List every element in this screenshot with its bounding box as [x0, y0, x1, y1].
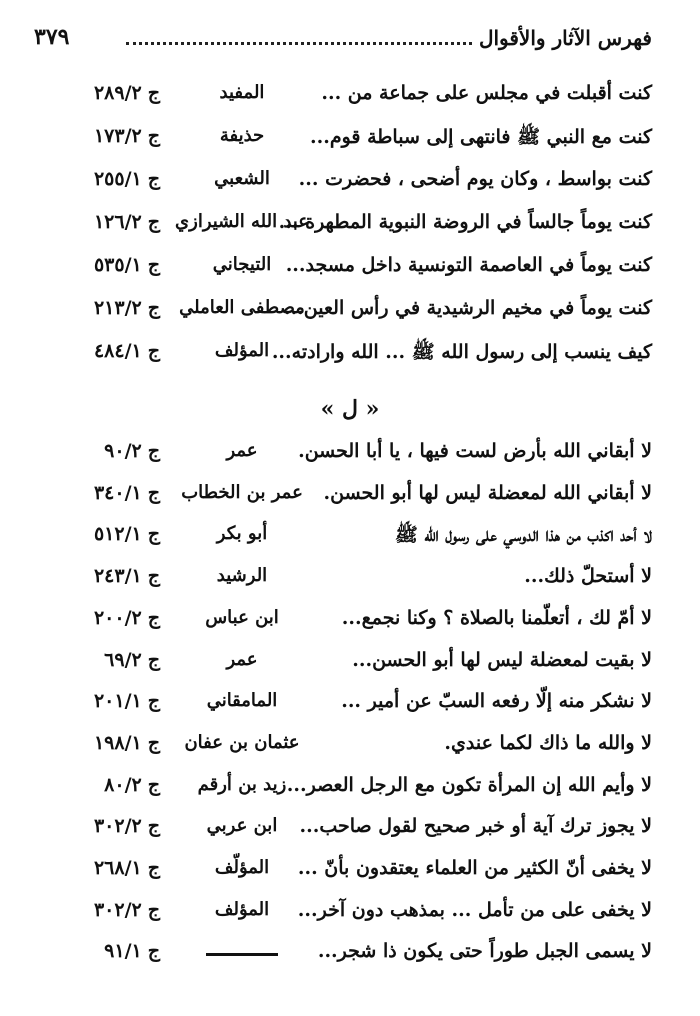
page-reference: ٢٦٨/١ — [93, 857, 142, 879]
entry-reference — [48, 523, 160, 545]
entry-reference — [48, 690, 160, 712]
entry-author: عمر — [226, 440, 258, 461]
entry-text: لا أبقاني الله بأرض لست فيها ، يا أبا الحسن. — [298, 440, 652, 462]
entry-text: كنت يوماً في مخيم الرشيدية في رأس العين... — [283, 297, 652, 319]
entry-reference — [48, 125, 160, 147]
entry-author: الشعبي — [214, 168, 270, 189]
entry-reference — [48, 211, 160, 233]
page-reference: ٥١٢/١ — [93, 523, 142, 546]
entry-reference — [48, 607, 160, 629]
entry-reference — [48, 340, 160, 362]
entry-text: لا نشكر منه إلّا رفعه السبّ عن أمير ... — [341, 690, 652, 713]
volume-marker: ج — [147, 690, 160, 713]
entry-author: المؤلف — [214, 340, 270, 361]
entry-text: لا يسمى الجبل طوراً حتى يكون ذا شجر... — [317, 940, 652, 963]
index-entry — [0, 895, 700, 935]
page-reference: ٢٤٣/١ — [93, 565, 142, 588]
page-reference: ٢٠١/١ — [93, 690, 142, 713]
page-reference: ٥٣٥/١ — [93, 254, 142, 276]
entry-text: لا أبقاني الله لمعضلة ليس لها أبو الحسن. — [323, 481, 652, 504]
entry-author: عبد الله الشيرازي — [175, 211, 309, 232]
volume-marker: ج — [147, 168, 160, 190]
entry-text: كنت أقبلت في مجلس على جماعة من ... — [321, 82, 652, 104]
entry-author: عمر بن الخطاب — [181, 481, 303, 503]
volume-marker: ج — [147, 340, 160, 362]
index-entry — [0, 561, 700, 601]
entry-text: لا يجوز ترك آية أو خبر صحيح لقول صاحب... — [299, 815, 652, 838]
entry-text: كنت مع النبي ﷺ فانتهى إلى سباطة قوم... — [310, 126, 652, 148]
entry-author — [162, 940, 322, 961]
entry-reference — [48, 297, 160, 319]
dot-leader — [126, 42, 472, 45]
page-reference: ٩١/١ — [104, 940, 142, 963]
index-entry — [0, 478, 700, 518]
volume-marker: ج — [147, 606, 160, 629]
index-entry — [0, 78, 700, 118]
volume-marker: ج — [147, 857, 160, 879]
entry-text: لا يخفى على من تأمل ... بمذهب دون آخر... — [297, 898, 652, 921]
page-reference: ٨٠/٢ — [104, 773, 142, 796]
entry-text: لا أحد اكذب من هذا الدوسي على رسول الله ﷺ — [394, 524, 652, 547]
entry-author: التيجاني — [212, 254, 272, 275]
index-entry — [0, 519, 700, 559]
entry-author: عثمان بن عفان — [184, 731, 300, 753]
volume-marker: ج — [147, 898, 160, 921]
entry-text: لا أمّ لك ، أتعلّمنا بالصلاة ؟ وكنا نجمع... — [341, 606, 652, 629]
page-reference: ٢٨٩/٢ — [93, 82, 142, 104]
entry-text: كنت يوماً جالساً في الروضة النبوية المطهرة ... — [278, 211, 652, 233]
index-entry — [0, 728, 700, 768]
section-heading: « ل » — [320, 396, 380, 422]
author-dash — [206, 953, 278, 956]
page-number: ٣٧٩ — [34, 24, 70, 50]
volume-marker: ج — [147, 297, 160, 319]
page-reference: ٣٠٢/٢ — [93, 898, 142, 921]
index-entry — [0, 645, 700, 685]
volume-marker: ج — [147, 125, 160, 147]
index-entry — [0, 770, 700, 810]
entry-text: لا بقيت لمعضلة ليس لها أبو الحسن... — [352, 648, 652, 671]
index-entry — [0, 336, 700, 376]
entry-reference — [48, 815, 160, 837]
entry-text: لا والله ما ذاك لكما عندي. — [444, 731, 652, 754]
volume-marker: ج — [147, 440, 160, 462]
volume-marker: ج — [147, 254, 160, 276]
entry-text: لا يخفى أنّ الكثير من العلماء يعتقدون بأنّ ... — [297, 857, 652, 879]
volume-marker: ج — [147, 648, 160, 671]
page-reference: ١٢٦/٢ — [93, 211, 142, 233]
entry-author: أبو بكر — [216, 523, 268, 545]
entry-reference — [48, 565, 160, 587]
index-entry — [0, 603, 700, 643]
page-reference: ١٧٣/٢ — [93, 125, 142, 147]
running-title: فهرس الآثار والأقوال — [478, 26, 652, 50]
index-entry — [0, 164, 700, 204]
index-entry — [0, 207, 700, 247]
index-entry — [0, 121, 700, 161]
index-entry — [0, 853, 700, 893]
page-header — [34, 26, 652, 60]
entry-author: الرشيد — [216, 565, 268, 587]
entry-text: كنت يوماً في العاصمة التونسية داخل مسجد... — [285, 254, 652, 276]
volume-marker: ج — [147, 565, 160, 588]
entry-reference — [48, 732, 160, 754]
entry-author: المؤلّف — [214, 857, 270, 878]
volume-marker: ج — [147, 523, 160, 546]
volume-marker: ج — [147, 82, 160, 104]
index-entry — [0, 293, 700, 333]
entry-author: حذيفة — [219, 125, 265, 146]
page-reference: ١٩٨/١ — [93, 731, 142, 754]
entry-reference — [48, 440, 160, 462]
volume-marker: ج — [147, 815, 160, 838]
entry-reference — [48, 857, 160, 879]
page-reference: ٢٥٥/١ — [93, 168, 142, 190]
entry-reference — [48, 82, 160, 104]
page-reference: ٩٠/٢ — [104, 440, 142, 462]
entry-reference — [48, 649, 160, 671]
page-reference: ٣٤٠/١ — [93, 481, 142, 504]
entry-reference — [48, 940, 160, 962]
index-entry — [0, 436, 700, 476]
entry-reference — [48, 899, 160, 921]
page-reference: ٦٩/٢ — [104, 648, 142, 671]
volume-marker: ج — [147, 940, 160, 963]
entry-author: المفيد — [219, 82, 265, 103]
entry-text: لا وأيم الله إن المرأة تكون مع الرجل العصر... — [286, 773, 652, 796]
index-entry — [0, 811, 700, 851]
volume-marker: ج — [147, 481, 160, 504]
page-reference: ٣٠٢/٢ — [93, 815, 142, 838]
volume-marker: ج — [147, 731, 160, 754]
volume-marker: ج — [147, 211, 160, 233]
entry-text: كيف ينسب إلى رسول الله ﷺ ... الله وارادته... — [271, 341, 652, 363]
entry-author: المامقاني — [206, 690, 278, 712]
entry-text: لا أستحلّ ذلك... — [524, 565, 652, 588]
entry-author: زيد بن أرقم — [197, 773, 287, 795]
entry-author: مصطفى العاملي — [179, 297, 305, 318]
entry-reference — [48, 254, 160, 276]
entry-reference — [48, 168, 160, 190]
entry-author: عمر — [226, 648, 258, 670]
entry-author: ابن عربي — [206, 815, 278, 837]
volume-marker: ج — [147, 773, 160, 796]
entry-author: المؤلف — [214, 898, 270, 920]
index-entry — [0, 250, 700, 290]
entry-text: كنت بواسط ، وكان يوم أضحى ، فحضرت ... — [298, 168, 652, 190]
entry-reference — [48, 482, 160, 504]
page-reference: ٤٨٤/١ — [93, 340, 142, 362]
entry-author: ابن عباس — [205, 606, 279, 628]
entry-reference — [48, 774, 160, 796]
index-entry — [0, 936, 700, 976]
page-reference: ٢١٣/٢ — [93, 297, 142, 319]
index-entry — [0, 686, 700, 726]
page-reference: ٢٠٠/٢ — [93, 606, 142, 629]
